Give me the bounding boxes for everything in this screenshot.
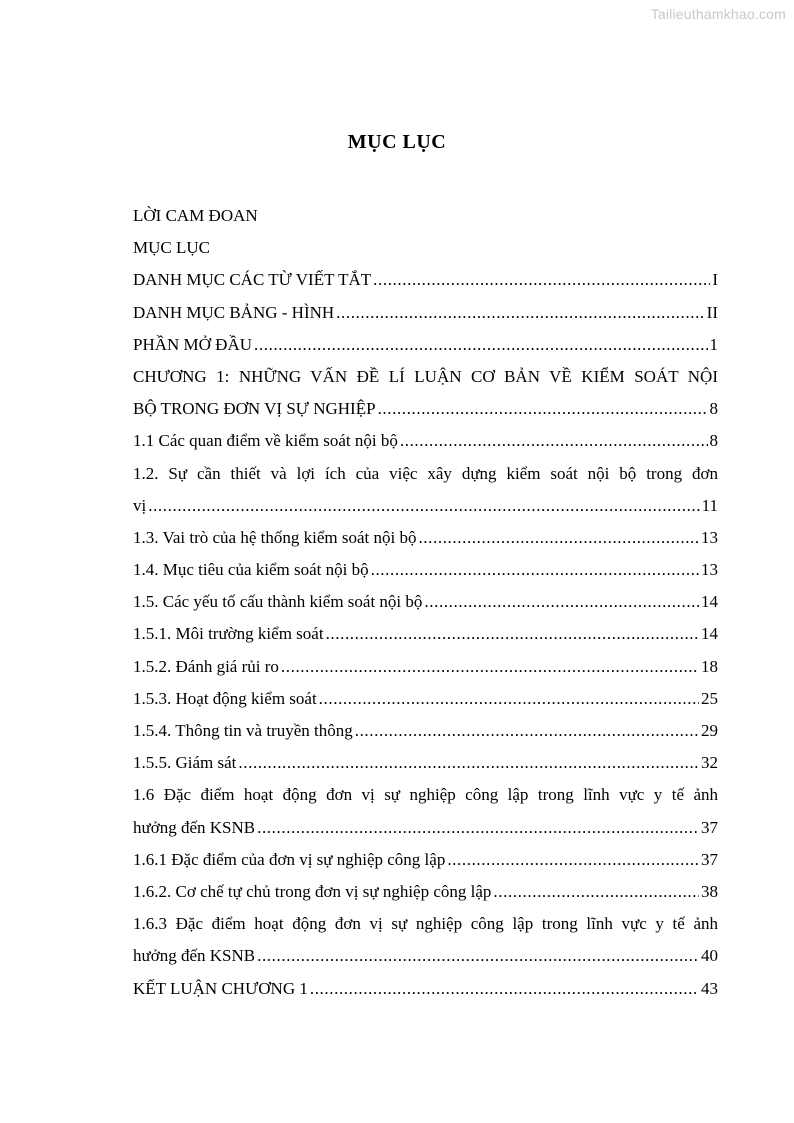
toc-leader-dots xyxy=(281,651,699,683)
toc-leader-dots xyxy=(371,554,699,586)
toc-entry[interactable] xyxy=(133,264,718,296)
toc-entry-page: 43 xyxy=(701,978,718,998)
toc-entry-page: 11 xyxy=(701,495,718,515)
toc-entry[interactable] xyxy=(133,329,718,361)
toc-entry-page: 37 xyxy=(701,817,718,837)
toc-entry[interactable] xyxy=(133,747,718,779)
toc-leader-dots xyxy=(424,586,699,618)
toc-entry-line1[interactable]: 1.6.3 Đặc điểm hoạt động đơn vị sự nghiệp công lập trong lĩnh vực y tế ảnh xyxy=(133,914,718,934)
toc-entry-page: 13 xyxy=(701,527,718,547)
toc-entry-label: 1.3. Vai trò của hệ thống kiểm soát nội bộ xyxy=(133,527,417,547)
toc-leader-dots xyxy=(355,715,699,747)
toc-entry-page: I xyxy=(712,270,718,290)
toc-front-item[interactable]: LỜI CAM ĐOAN xyxy=(133,206,258,225)
toc-entry-page: 32 xyxy=(701,753,718,773)
toc-entry-page: 8 xyxy=(709,431,718,451)
toc-entry-page: 18 xyxy=(701,656,718,676)
toc-entry[interactable] xyxy=(133,651,718,683)
toc-entry-label: 1.5.4. Thông tin và truyền thông xyxy=(133,721,353,740)
page-title: MỤC LỤC xyxy=(347,131,447,153)
toc-entry-label: 1.5. Các yếu tố cấu thành kiểm soát nội bộ xyxy=(133,592,423,612)
toc-leader-dots xyxy=(447,844,699,876)
toc-entry-page: 29 xyxy=(701,721,718,740)
toc-entry-page: 8 xyxy=(709,399,718,419)
table-of-contents xyxy=(133,200,718,1005)
toc-leader-dots xyxy=(336,297,705,329)
toc-entry[interactable] xyxy=(133,425,718,457)
toc-entry[interactable] xyxy=(133,618,718,650)
toc-entry-page: 25 xyxy=(701,688,718,708)
toc-entry[interactable] xyxy=(133,297,718,329)
toc-entry[interactable] xyxy=(133,554,718,586)
toc-entry[interactable] xyxy=(133,715,718,747)
toc-entry-page: 40 xyxy=(701,946,718,966)
toc-leader-dots xyxy=(319,683,699,715)
toc-entry-line1[interactable]: 1.2. Sự cần thiết và lợi ích của việc xây dựng kiểm soát nội bộ trong đơn xyxy=(133,463,718,483)
toc-entry-label: 1.5.2. Đánh giá rủi ro xyxy=(133,656,279,676)
toc-entry-line1[interactable]: CHƯƠNG 1: NHỮNG VẤN ĐỀ LÍ LUẬN CƠ BẢN VỀ KIỂM SOÁT NỘI xyxy=(133,366,718,386)
toc-entry-page: 14 xyxy=(701,592,718,612)
toc-entry-label: hưởng đến KSNB xyxy=(133,946,256,966)
toc-entry-page: 37 xyxy=(701,849,718,869)
toc-entry[interactable] xyxy=(133,973,718,1005)
toc-entry-label: KẾT LUẬN CHƯƠNG 1 xyxy=(133,978,308,998)
toc-leader-dots xyxy=(257,812,699,844)
toc-leader-dots xyxy=(257,940,699,972)
toc-leader-dots xyxy=(238,747,699,779)
toc-entry-label: PHẦN MỞ ĐẦU xyxy=(133,334,253,354)
toc-leader-dots xyxy=(326,618,699,650)
toc-entry[interactable] xyxy=(133,683,718,715)
toc-leader-dots xyxy=(418,522,699,554)
toc-entry-page: 38 xyxy=(701,881,718,901)
toc-entry-label: 1.5.1. Môi trường kiểm soát xyxy=(133,624,324,644)
toc-entry-label: vị xyxy=(133,495,147,515)
toc-entry[interactable] xyxy=(133,812,718,844)
toc-leader-dots xyxy=(400,425,708,457)
toc-entry-label: 1.5.5. Giám sát xyxy=(133,753,237,773)
toc-entry[interactable] xyxy=(133,940,718,972)
toc-entry-page: II xyxy=(706,302,718,322)
toc-entry-label: 1.6.1 Đặc điểm của đơn vị sự nghiệp công lập xyxy=(133,849,446,869)
toc-entry-label: 1.1 Các quan điểm về kiểm soát nội bộ xyxy=(133,431,398,451)
toc-entry-line1[interactable]: 1.6 Đặc điểm hoạt động đơn vị sự nghiệp công lập trong lĩnh vực y tế ảnh xyxy=(133,785,718,805)
watermark-text: Tailieuthamkhao.com xyxy=(650,6,786,22)
toc-leader-dots xyxy=(254,329,707,361)
toc-entry-label: 1.4. Mục tiêu của kiểm soát nội bộ xyxy=(133,560,369,580)
toc-leader-dots xyxy=(148,490,699,522)
toc-entry-label: DANH MỤC BẢNG - HÌNH xyxy=(133,302,335,322)
toc-leader-dots xyxy=(378,393,708,425)
toc-entry-page: 13 xyxy=(701,560,718,580)
toc-leader-dots xyxy=(373,264,710,296)
toc-entry-label: hưởng đến KSNB xyxy=(133,817,256,837)
toc-entry[interactable] xyxy=(133,522,718,554)
toc-entry-page: 14 xyxy=(701,624,718,644)
toc-entry[interactable] xyxy=(133,586,718,618)
toc-entry[interactable] xyxy=(133,393,718,425)
toc-entry-label: 1.6.2. Cơ chế tự chủ trong đơn vị sự nghiệp công lập xyxy=(133,881,492,901)
toc-entry-label: 1.5.3. Hoạt động kiểm soát xyxy=(133,688,317,708)
toc-entry[interactable] xyxy=(133,844,718,876)
toc-entry[interactable] xyxy=(133,876,718,908)
toc-entry-label: DANH MỤC CÁC TỪ VIẾT TẮT xyxy=(133,270,372,290)
toc-entry-label: BỘ TRONG ĐƠN VỊ SỰ NGHIỆP xyxy=(133,399,376,419)
toc-entry[interactable] xyxy=(133,490,718,522)
toc-entry-page: 1 xyxy=(709,334,718,354)
toc-front-item[interactable]: MỤC LỤC xyxy=(133,238,210,258)
toc-leader-dots xyxy=(493,876,699,908)
toc-leader-dots xyxy=(310,973,699,1005)
